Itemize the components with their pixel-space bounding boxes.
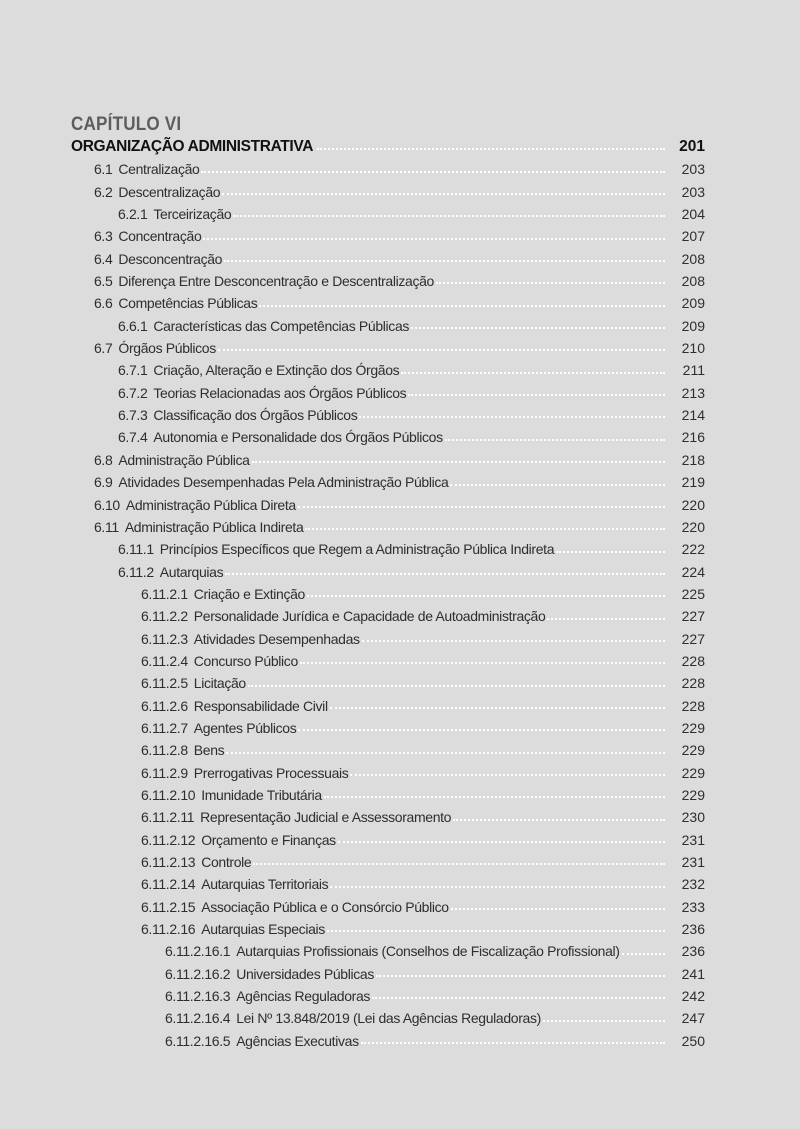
- section-title: Centralização: [118, 161, 200, 178]
- section-number: 6.11.2.10: [141, 786, 196, 803]
- section-number: 6.7.2: [118, 384, 148, 401]
- toc-entry[interactable]: [71, 605, 707, 627]
- chapter-label: CAPÍTULO VI: [71, 114, 182, 135]
- toc-entry[interactable]: [71, 1030, 707, 1052]
- toc-entry[interactable]: [71, 873, 707, 895]
- section-number: 6.11.2.2: [141, 608, 188, 625]
- section-number: 6.1: [94, 161, 113, 178]
- toc-entry[interactable]: [71, 717, 707, 739]
- page-number: 231: [681, 854, 705, 870]
- section-title: Associação Pública e o Consórcio Público: [201, 898, 449, 915]
- toc-entry[interactable]: [71, 695, 707, 717]
- section-number: 6.7.1: [118, 362, 148, 379]
- section-title: Prerrogativas Processuais: [193, 764, 349, 781]
- toc-entry-text: [71, 449, 250, 471]
- page-number: 219: [681, 474, 705, 491]
- section-number: 6.11.2.12: [141, 831, 196, 848]
- toc-entry-text: [71, 583, 305, 605]
- toc-entry[interactable]: [71, 583, 707, 605]
- dot-leader: [203, 238, 665, 240]
- dot-leader: [361, 1042, 665, 1044]
- section-number: 6.6.1: [118, 317, 148, 334]
- page-number: 220: [681, 496, 705, 513]
- dot-leader: [338, 841, 665, 843]
- toc-entry[interactable]: [71, 516, 707, 538]
- dot-leader: [253, 863, 665, 865]
- dot-leader: [451, 908, 665, 910]
- toc-entry[interactable]: [71, 225, 707, 247]
- toc-entry[interactable]: [71, 426, 707, 448]
- section-title: Criação e Extinção: [193, 585, 305, 602]
- section-title: Lei Nº 13.848/2019 (Lei das Agências Reguladoras): [236, 1010, 541, 1027]
- page-number: 209: [681, 317, 705, 334]
- toc-entry-text: [71, 806, 451, 828]
- toc-entry-text: [71, 516, 303, 538]
- section-title: Autarquias Profissionais (Conselhos de Fiscalização Profissional): [236, 943, 620, 960]
- toc-entry[interactable]: [71, 337, 707, 359]
- dot-leader: [218, 349, 665, 351]
- section-title: Atividades Desempenhadas: [193, 630, 360, 647]
- section-title: Autarquias Especiais: [201, 921, 325, 938]
- page-number: 241: [681, 965, 705, 982]
- toc-entry[interactable]: [71, 672, 707, 694]
- page-number: 228: [681, 697, 705, 714]
- toc-entry[interactable]: [71, 359, 707, 381]
- dot-leader: [547, 618, 665, 620]
- dot-leader: [222, 193, 665, 195]
- section-number: 6.5: [94, 273, 113, 290]
- page-number: 214: [681, 407, 705, 424]
- dot-leader: [248, 685, 665, 687]
- toc-entry[interactable]: [71, 561, 707, 583]
- section-number: 6.11.2.16.4: [165, 1010, 231, 1027]
- toc-entry[interactable]: [71, 985, 707, 1007]
- dot-leader: [225, 573, 665, 575]
- table-of-contents-page: [71, 114, 707, 1052]
- dot-leader: [376, 975, 665, 977]
- toc-entry-text: [71, 605, 545, 627]
- dot-leader: [226, 752, 665, 754]
- toc-entry-text: [71, 225, 201, 247]
- page-number: 230: [681, 809, 705, 826]
- section-title: Licitação: [193, 675, 246, 692]
- toc-entry-text: [71, 650, 298, 672]
- dot-leader: [411, 327, 665, 329]
- dot-leader: [450, 484, 665, 486]
- toc-entry[interactable]: [71, 829, 707, 851]
- section-number: 6.11.2.14: [141, 876, 196, 893]
- section-number: 6.11.2.15: [141, 898, 196, 915]
- toc-entry-text: [71, 784, 322, 806]
- toc-entry[interactable]: [71, 806, 707, 828]
- section-title: Orçamento e Finanças: [201, 831, 336, 848]
- page-number: 247: [681, 1010, 705, 1027]
- section-title: Autarquias Territoriais: [201, 876, 329, 893]
- toc-entry[interactable]: [71, 851, 707, 873]
- toc-entry-text: [71, 762, 348, 784]
- section-number: 6.11.2.5: [141, 675, 188, 692]
- section-title: Características das Competências Públicas: [153, 317, 410, 334]
- page-number: 201: [679, 138, 705, 155]
- section-number: 6.11.2.1: [141, 585, 188, 602]
- toc-entry[interactable]: [71, 628, 707, 650]
- page-number: 228: [681, 675, 705, 692]
- section-number: 6.11.2.3: [141, 630, 188, 647]
- toc-entry[interactable]: [71, 292, 707, 314]
- toc-entry[interactable]: [71, 918, 707, 940]
- toc-entry[interactable]: [71, 158, 707, 180]
- section-number: 6.4: [94, 250, 113, 267]
- dot-leader: [300, 662, 665, 664]
- toc-entry[interactable]: [71, 471, 707, 493]
- section-title: Terceirização: [153, 206, 232, 223]
- page-number: 204: [681, 206, 705, 223]
- section-title: Administração Pública Indireta: [124, 518, 304, 535]
- toc-entry-text: [71, 337, 216, 359]
- section-title: Desconcentração: [118, 250, 223, 267]
- dot-leader: [408, 394, 665, 396]
- page-number: 203: [681, 161, 705, 178]
- page-number: 203: [681, 183, 705, 200]
- toc-list: [71, 158, 707, 1052]
- section-title: Imunidade Tributária: [201, 786, 322, 803]
- section-title: Agentes Públicos: [193, 719, 297, 736]
- page-number: 232: [681, 876, 705, 893]
- section-number: 6.7: [94, 340, 113, 357]
- section-title: Atividades Desempenhadas Pela Administração Pública: [118, 474, 449, 491]
- section-title: Órgãos Públicos: [118, 340, 216, 357]
- section-title: Administração Pública: [118, 451, 250, 468]
- toc-entry-text: [71, 471, 448, 493]
- page-number: 213: [681, 384, 705, 401]
- toc-entry[interactable]: [71, 404, 707, 426]
- section-title: Personalidade Jurídica e Capacidade de Autoadministração: [193, 608, 546, 625]
- section-number: 6.11.2.8: [141, 742, 188, 759]
- section-number: 6.11.2.6: [141, 697, 188, 714]
- dot-leader: [436, 282, 665, 284]
- page-number: 208: [681, 250, 705, 267]
- page-number: 228: [681, 652, 705, 669]
- toc-entry-text: [71, 561, 223, 583]
- page-number: 209: [681, 295, 705, 312]
- page-number: 220: [681, 518, 705, 535]
- section-title: Teorias Relacionadas aos Órgãos Públicos: [153, 384, 407, 401]
- section-title: Criação, Alteração e Extinção dos Órgãos: [153, 362, 400, 379]
- toc-entry-text: [71, 672, 246, 694]
- section-number: 6.11.2.11: [141, 809, 195, 826]
- toc-entry-text: [71, 158, 199, 180]
- page-number: 218: [681, 451, 705, 468]
- toc-entry[interactable]: [71, 449, 707, 471]
- page-number: 250: [681, 1032, 705, 1049]
- toc-entry-text: [71, 248, 222, 270]
- section-title: Agências Reguladoras: [236, 988, 371, 1005]
- dot-leader: [233, 215, 665, 217]
- section-title: Classificação dos Órgãos Públicos: [153, 407, 358, 424]
- toc-entry-text: [71, 382, 406, 404]
- toc-entry-text: [71, 494, 296, 516]
- toc-entry-text: [71, 851, 251, 873]
- page-number: 211: [682, 362, 705, 379]
- section-number: 6.8: [94, 451, 113, 468]
- section-title: Concentração: [118, 228, 202, 245]
- toc-entry-text: [71, 538, 554, 560]
- page-number: 216: [681, 429, 705, 446]
- toc-entry[interactable]: [71, 896, 707, 918]
- section-number: 6.11.2.16.1: [165, 943, 231, 960]
- toc-entry[interactable]: [71, 1007, 707, 1029]
- section-number: 6.11.2.16.2: [165, 965, 231, 982]
- page-number: 229: [681, 719, 705, 736]
- toc-entry-text: [71, 628, 360, 650]
- section-title: Autonomia e Personalidade dos Órgãos Públicos: [153, 429, 443, 446]
- page-number: 242: [681, 988, 705, 1005]
- chapter-title-row[interactable]: [71, 136, 707, 158]
- section-number: 6.10: [94, 496, 120, 513]
- section-title: Autarquias: [159, 563, 224, 580]
- page-number: 224: [681, 563, 705, 580]
- section-title: Controle: [201, 854, 252, 870]
- toc-entry-text: [71, 292, 257, 314]
- toc-entry-text: [71, 426, 443, 448]
- section-title: Princípios Específicos que Regem a Administração Pública Indireta: [159, 541, 555, 558]
- dot-leader: [622, 953, 665, 955]
- section-title: Diferença Entre Desconcentração e Descentralização: [118, 273, 434, 290]
- dot-leader: [298, 729, 665, 731]
- toc-entry[interactable]: [71, 203, 707, 225]
- toc-entry[interactable]: [71, 270, 707, 292]
- section-number: 6.11.1: [118, 541, 154, 558]
- toc-entry-text: [71, 918, 325, 940]
- dot-leader: [362, 640, 665, 642]
- section-title: Competências Públicas: [118, 295, 258, 312]
- toc-entry-text: [71, 695, 328, 717]
- page-number: 236: [681, 943, 705, 960]
- section-number: 6.11.2.4: [141, 652, 188, 669]
- page-number: 222: [681, 541, 705, 558]
- section-number: 6.11.2.13: [141, 854, 196, 870]
- toc-entry-text: [71, 963, 374, 985]
- toc-entry[interactable]: [71, 494, 707, 516]
- dot-leader: [324, 796, 665, 798]
- dot-leader: [259, 305, 665, 307]
- toc-entry-text: [71, 1030, 359, 1052]
- toc-entry-text: [71, 896, 449, 918]
- section-number: 6.11.2.7: [141, 719, 188, 736]
- dot-leader: [330, 707, 665, 709]
- section-title: Bens: [193, 742, 225, 759]
- section-number: 6.6: [94, 295, 113, 312]
- page-number: 233: [681, 898, 705, 915]
- toc-entry[interactable]: [71, 382, 707, 404]
- toc-entry[interactable]: [71, 963, 707, 985]
- dot-leader: [453, 819, 665, 821]
- section-number: 6.11.2.9: [141, 764, 188, 781]
- page-number: 229: [681, 742, 705, 759]
- toc-entry-text: [71, 739, 224, 761]
- dot-leader: [372, 997, 665, 999]
- section-number: 6.11.2.16.5: [165, 1032, 231, 1049]
- toc-entry[interactable]: [71, 762, 707, 784]
- toc-entry[interactable]: [71, 315, 707, 337]
- page-number: 208: [681, 273, 705, 290]
- section-number: 6.7.3: [118, 407, 148, 424]
- section-title: Descentralização: [118, 183, 221, 200]
- section-title: Universidades Públicas: [236, 965, 375, 982]
- dot-leader: [330, 886, 665, 888]
- toc-entry[interactable]: [71, 650, 707, 672]
- toc-entry-text: [71, 315, 409, 337]
- toc-entry-text: [71, 829, 336, 851]
- page-number: 229: [681, 786, 705, 803]
- page-number: 229: [681, 764, 705, 781]
- page-number: 225: [681, 585, 705, 602]
- section-number: 6.9: [94, 474, 113, 491]
- toc-entry-text: [71, 717, 296, 739]
- section-number: 6.11.2.16.3: [165, 988, 231, 1005]
- section-number: 6.7.4: [118, 429, 148, 446]
- dot-leader: [359, 416, 665, 418]
- toc-entry-text: [71, 181, 220, 203]
- dot-leader: [307, 595, 665, 597]
- dot-leader: [556, 551, 665, 553]
- dot-leader: [401, 372, 665, 374]
- toc-entry-text: [71, 873, 328, 895]
- page-number: 210: [681, 340, 705, 357]
- page-number: 207: [681, 228, 705, 245]
- dot-leader: [445, 439, 665, 441]
- page-number: 231: [681, 831, 705, 848]
- section-title: Responsabilidade Civil: [193, 697, 328, 714]
- dot-leader: [298, 506, 665, 508]
- toc-entry[interactable]: [71, 784, 707, 806]
- page-number: 236: [681, 921, 705, 938]
- toc-entry[interactable]: [71, 538, 707, 560]
- dot-leader: [201, 171, 665, 173]
- toc-entry-text: [71, 270, 434, 292]
- dot-leader: [252, 461, 665, 463]
- section-number: 6.11: [94, 518, 119, 535]
- section-number: 6.2: [94, 183, 113, 200]
- toc-entry[interactable]: [71, 248, 707, 270]
- dot-leader: [350, 774, 665, 776]
- toc-entry-text: [71, 940, 620, 962]
- section-title: Agências Executivas: [236, 1032, 359, 1049]
- section-number: 6.3: [94, 228, 113, 245]
- toc-entry[interactable]: [71, 181, 707, 203]
- page-number: 227: [681, 608, 705, 625]
- dot-leader: [224, 260, 665, 262]
- section-title: Concurso Público: [193, 652, 298, 669]
- section-number: 6.2.1: [118, 206, 148, 223]
- dot-leader: [327, 930, 665, 932]
- toc-entry-text: [71, 1007, 541, 1029]
- dot-leader: [543, 1020, 665, 1022]
- page-number: 227: [681, 630, 705, 647]
- chapter-title: ORGANIZAÇÃO ADMINISTRATIVA: [71, 138, 314, 155]
- dot-leader: [317, 148, 665, 150]
- section-number: 6.11.2: [118, 563, 154, 580]
- toc-entry[interactable]: [71, 940, 707, 962]
- toc-entry-text: [71, 404, 357, 426]
- toc-entry[interactable]: [71, 739, 707, 761]
- section-title: Administração Pública Direta: [125, 496, 296, 513]
- dot-leader: [305, 528, 665, 530]
- toc-entry-text: [71, 985, 370, 1007]
- section-title: Representação Judicial e Assessoramento: [200, 809, 452, 826]
- toc-entry-text: [71, 203, 231, 225]
- toc-entry-text: [71, 359, 399, 381]
- section-number: 6.11.2.16: [141, 921, 196, 938]
